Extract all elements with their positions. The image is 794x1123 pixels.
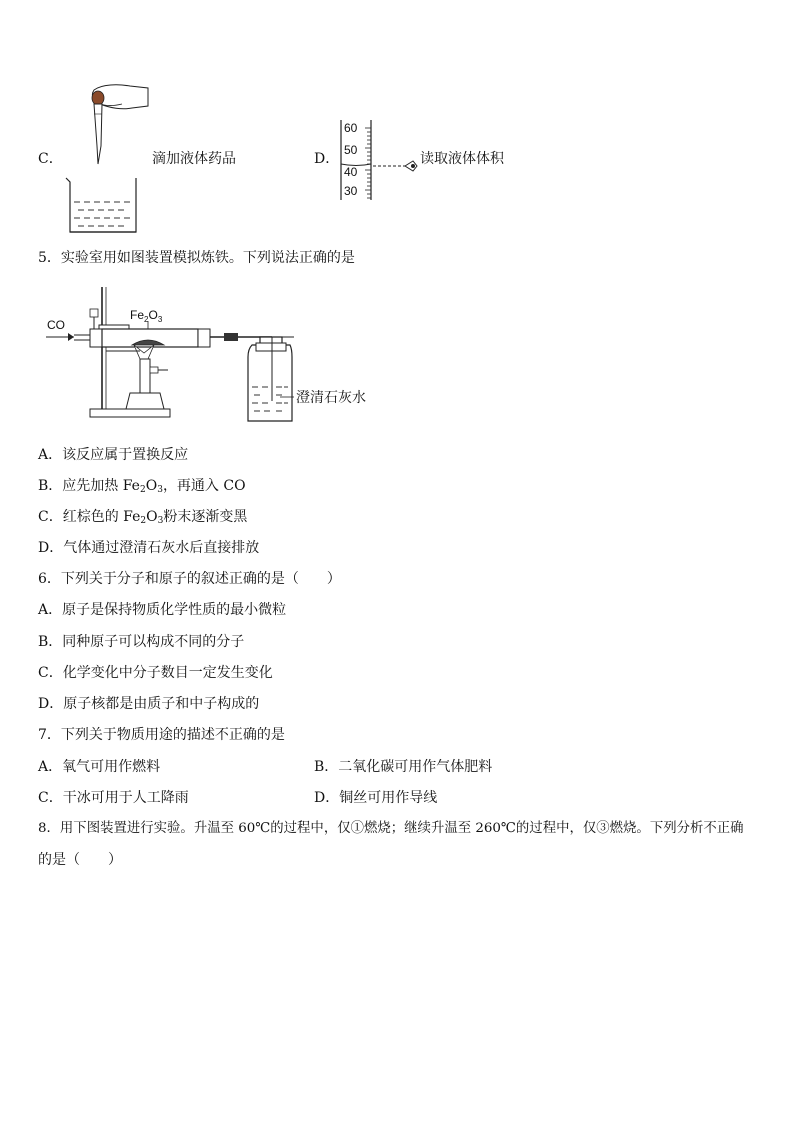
q5-option-b: B．应先加热 $Fe_2O_3$，再通入 CO — [38, 478, 246, 495]
option-c-label: C． — [38, 151, 63, 167]
cylinder-tick-60: 60 — [344, 121, 358, 135]
dropper-beaker-illustration — [60, 84, 150, 236]
option-d-caption: 读取液体体积 — [420, 151, 504, 167]
q6-option-c: C．化学变化中分子数目一定发生变化 — [38, 665, 273, 681]
q7-option-d: D．铜丝可用作导线 — [314, 790, 438, 806]
cylinder-tick-50: 50 — [344, 143, 358, 157]
question-5-stem: 5．实验室用如图装置模拟炼铁。下列说法正确的是 — [38, 250, 355, 266]
q7-option-a: A．氧气可用作燃料 — [38, 759, 161, 775]
q7-option-b: B．二氧化碳可用作气体肥料 — [314, 759, 493, 775]
cylinder-tick-30: 30 — [344, 184, 358, 198]
co-label: CO — [47, 318, 65, 332]
question-6-stem: 6．下列关于分子和原子的叙述正确的是（ ） — [38, 571, 341, 587]
option-c-caption: 滴加液体药品 — [152, 151, 236, 167]
question-7-stem: 7．下列关于物质用途的描述不正确的是 — [38, 727, 285, 743]
graduated-cylinder-illustration — [335, 116, 420, 204]
q5-option-c: C．红棕色的 $Fe_2O_3$粉末逐渐变黑 — [38, 509, 248, 526]
q6-option-b: B．同种原子可以构成不同的分子 — [38, 634, 245, 650]
iron-smelting-apparatus — [44, 283, 384, 425]
question-8-stem-line2: 的是（ ） — [38, 852, 122, 868]
q6-option-a: A．原子是保持物质化学性质的最小微粒 — [38, 602, 287, 618]
q6-option-d: D．原子核都是由质子和中子构成的 — [38, 696, 260, 712]
q7-option-c: C．干冰可用于人工降雨 — [38, 790, 189, 806]
option-d-label: D． — [314, 151, 340, 167]
q5-option-d: D．气体通过澄清石灰水后直接排放 — [38, 540, 260, 556]
cylinder-tick-40: 40 — [344, 165, 358, 179]
q5-option-a: A．该反应属于置换反应 — [38, 447, 189, 463]
limewater-label: 澄清石灰水 — [296, 389, 366, 405]
fe2o3-label: $Fe_2O_3$ — [130, 308, 163, 324]
question-8-stem-line1: 8．用下图装置进行实验。升温至 60℃的过程中，仅①燃烧；继续升温至 260℃的过程中，仅③燃烧。下列分析不正确 — [38, 821, 744, 836]
